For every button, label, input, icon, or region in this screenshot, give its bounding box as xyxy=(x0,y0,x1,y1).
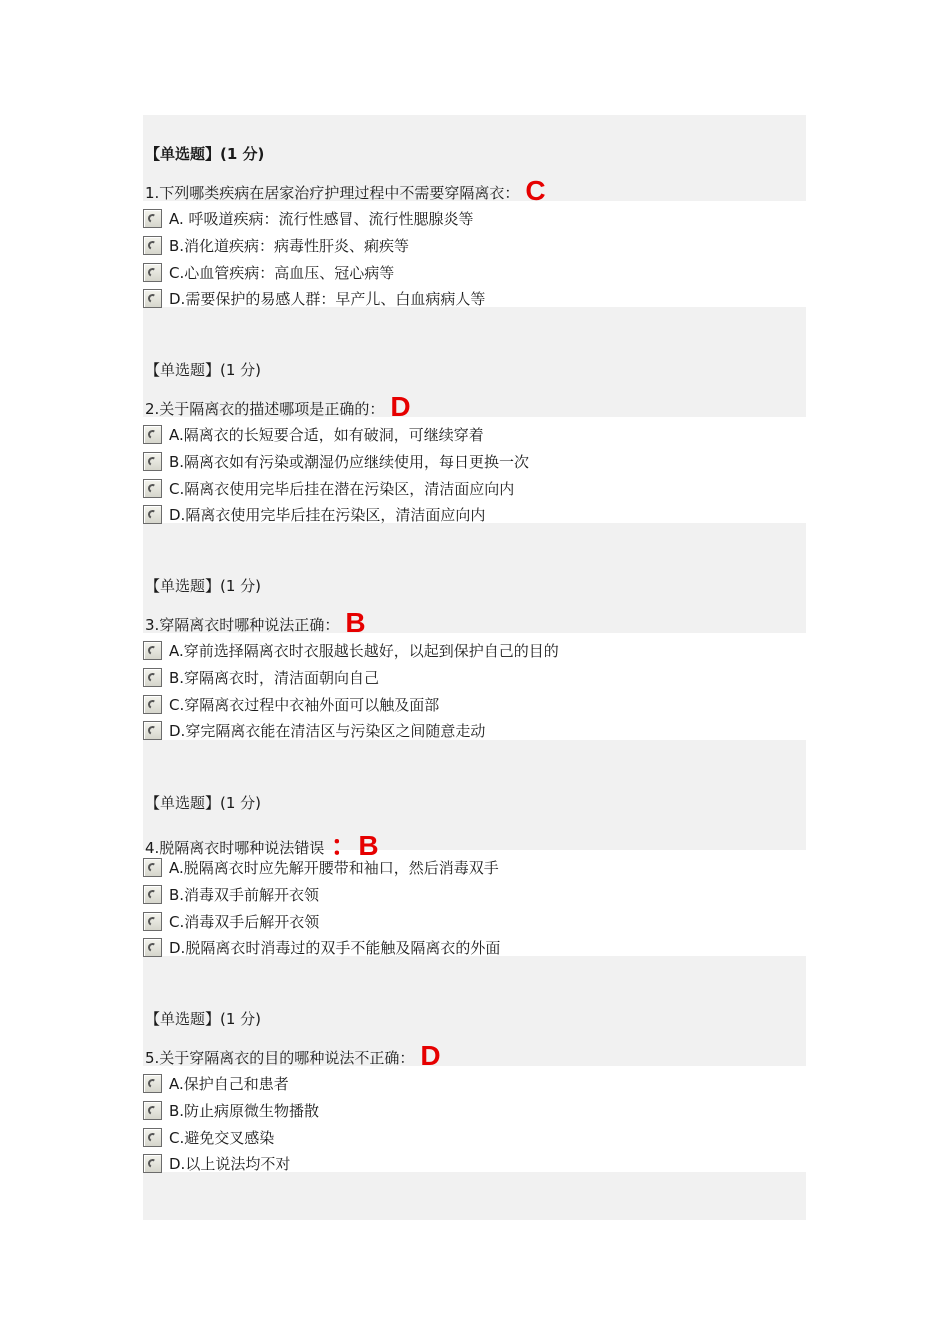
option-label: C.消毒双手后解开衣领 xyxy=(169,913,320,931)
radio-button[interactable] xyxy=(143,209,162,228)
radio-button[interactable] xyxy=(143,1128,162,1147)
footer-band xyxy=(143,1172,806,1220)
option-label: A.穿前选择隔离衣时衣服越长越好，以起到保护自己的目的 xyxy=(169,642,559,660)
answer-mark: B xyxy=(345,607,366,638)
question-type-label: 【单选题】(1 分) xyxy=(145,1010,262,1028)
option-label: D.需要保护的易感人群：早产儿、白血病病人等 xyxy=(169,290,486,308)
option-label: C.穿隔离衣过程中衣袖外面可以触及面部 xyxy=(169,696,440,714)
option-label: C.避免交叉感染 xyxy=(169,1129,275,1147)
radio-button[interactable] xyxy=(143,1101,162,1120)
answer-mark: D xyxy=(390,391,411,422)
option-label: A.脱隔离衣时应先解开腰带和袖口，然后消毒双手 xyxy=(169,859,499,877)
answer-mark: D xyxy=(420,1040,441,1071)
option-row[interactable] xyxy=(143,231,409,255)
option-label: A.保护自己和患者 xyxy=(169,1075,289,1093)
option-label: D.脱隔离衣时消毒过的双手不能触及隔离衣的外面 xyxy=(169,939,501,957)
option-label: D.隔离衣使用完毕后挂在污染区，清洁面应向内 xyxy=(169,506,486,524)
radio-button[interactable] xyxy=(143,668,162,687)
option-row[interactable] xyxy=(143,474,514,498)
radio-button[interactable] xyxy=(143,938,162,957)
option-row[interactable] xyxy=(143,853,499,877)
question-text xyxy=(145,1038,441,1070)
option-label: C.心血管疾病：高血压、冠心病等 xyxy=(169,264,395,282)
question-stem: 1.下列哪类疾病在居家治疗护理过程中不需要穿隔离衣： xyxy=(145,184,520,202)
option-row[interactable] xyxy=(143,204,474,228)
question-stem: 4.脱隔离衣时哪种说法错误 xyxy=(145,839,325,857)
option-row[interactable] xyxy=(143,636,559,660)
option-row[interactable] xyxy=(143,284,485,308)
radio-button[interactable] xyxy=(143,263,162,282)
option-row[interactable] xyxy=(143,1069,289,1093)
option-row[interactable] xyxy=(143,258,394,282)
option-row[interactable] xyxy=(143,447,529,471)
radio-button[interactable] xyxy=(143,912,162,931)
radio-button[interactable] xyxy=(143,641,162,660)
option-row[interactable] xyxy=(143,420,484,444)
question-stem: 5.关于穿隔离衣的目的哪种说法不正确： xyxy=(145,1049,415,1067)
option-label: A.隔离衣的长短要合适，如有破洞，可继续穿着 xyxy=(169,426,484,444)
option-row[interactable] xyxy=(143,907,319,931)
question-type-label: 【单选题】(1 分) xyxy=(145,361,262,379)
question-type-label: 【单选题】(1 分) xyxy=(145,794,262,812)
radio-button[interactable] xyxy=(143,425,162,444)
answer-mark: ：B xyxy=(330,830,379,861)
question-text xyxy=(145,389,411,421)
option-row[interactable] xyxy=(143,1096,319,1120)
radio-button[interactable] xyxy=(143,479,162,498)
radio-button[interactable] xyxy=(143,289,162,308)
option-label: B.穿隔离衣时，清洁面朝向自己 xyxy=(169,669,380,687)
question-type-label: 【单选题】(1 分) xyxy=(145,577,262,595)
option-row[interactable] xyxy=(143,716,485,740)
question-stem: 3.穿隔离衣时哪种说法正确： xyxy=(145,616,340,634)
option-row[interactable] xyxy=(143,1123,274,1147)
radio-button[interactable] xyxy=(143,695,162,714)
radio-button[interactable] xyxy=(143,885,162,904)
option-row[interactable] xyxy=(143,663,379,687)
option-row[interactable] xyxy=(143,500,485,524)
option-row[interactable] xyxy=(143,1149,290,1173)
option-label: B.消化道疾病：病毒性肝炎、痢疾等 xyxy=(169,237,410,255)
radio-button[interactable] xyxy=(143,236,162,255)
question-type-label: 【单选题】(1 分) xyxy=(145,145,265,163)
question-text xyxy=(145,173,546,205)
radio-button[interactable] xyxy=(143,1074,162,1093)
option-row[interactable] xyxy=(143,880,319,904)
question-text xyxy=(145,605,366,637)
option-row[interactable] xyxy=(143,933,500,957)
radio-button[interactable] xyxy=(143,858,162,877)
option-label: D.以上说法均不对 xyxy=(169,1155,291,1173)
option-label: D.穿完隔离衣能在清洁区与污染区之间随意走动 xyxy=(169,722,486,740)
option-label: B.消毒双手前解开衣领 xyxy=(169,886,320,904)
option-label: B.防止病原微生物播散 xyxy=(169,1102,320,1120)
radio-button[interactable] xyxy=(143,721,162,740)
radio-button[interactable] xyxy=(143,505,162,524)
option-row[interactable] xyxy=(143,690,439,714)
question-stem: 2.关于隔离衣的描述哪项是正确的： xyxy=(145,400,385,418)
radio-button[interactable] xyxy=(143,1154,162,1173)
answer-mark: C xyxy=(525,175,546,206)
option-label: B.隔离衣如有污染或潮湿仍应继续使用，每日更换一次 xyxy=(169,453,530,471)
option-label: A. 呼吸道疾病：流行性感冒、流行性腮腺炎等 xyxy=(169,210,474,228)
radio-button[interactable] xyxy=(143,452,162,471)
option-label: C.隔离衣使用完毕后挂在潜在污染区，清洁面应向内 xyxy=(169,480,515,498)
